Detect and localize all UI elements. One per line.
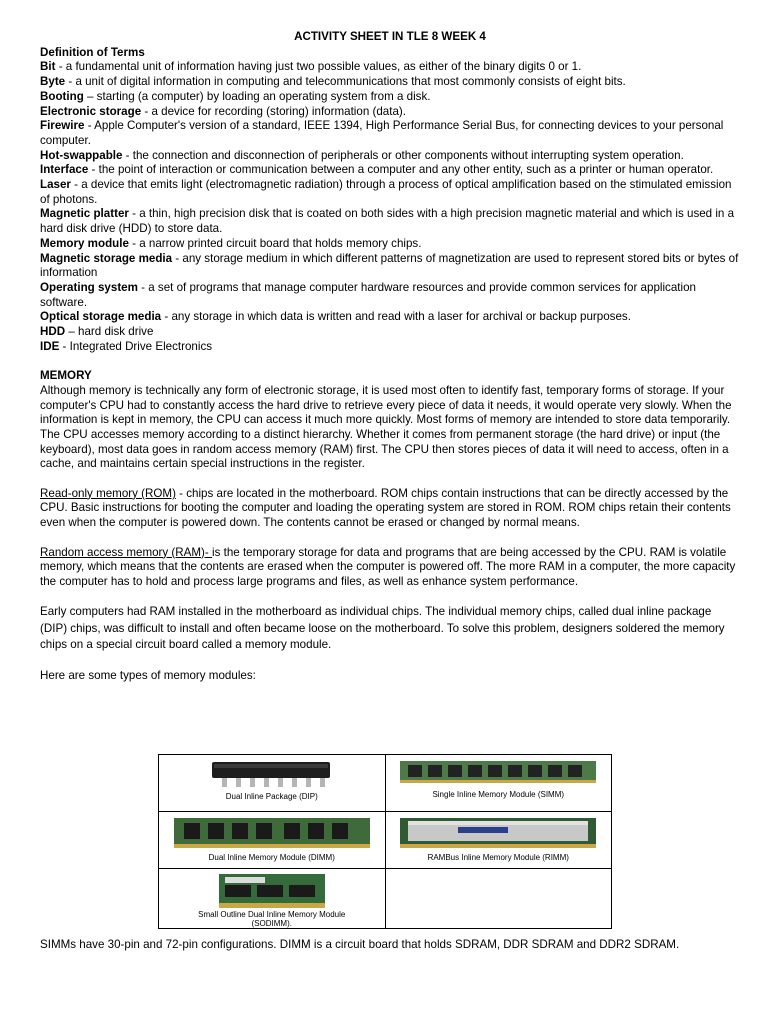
module-cell-dimm	[159, 812, 386, 869]
definition-text: - Apple Computer's version of a standard, IEEE 1394, High Performance Serial Bus, for connecting devices to your personal computer.	[40, 119, 724, 147]
definition-text: - the point of interaction or communication between a computer and any other entity, such as a printer or human operator.	[88, 163, 714, 177]
module-caption: Dual Inline Package (DIP)	[225, 792, 318, 801]
definition-item	[40, 310, 740, 325]
definition-text: - a device for recording (storing) information (data).	[141, 104, 407, 118]
definition-item	[40, 237, 740, 252]
page-title: ACTIVITY SHEET IN TLE 8 WEEK 4	[294, 30, 486, 43]
definition-item	[40, 105, 740, 120]
definition-item	[40, 178, 740, 207]
definition-term: Magnetic platter	[40, 207, 129, 221]
ram-text: is the temporary storage for data and programs that are being accessed by the CPU. RAM is volatile memory, which means that the contents are erased when the computer is powered off. The more RAM in a computer, the more capacity the computer has to hold and process large programs and files, as well as enhance system performance.	[40, 545, 736, 588]
dip-chip-image	[202, 758, 342, 790]
definition-text: – hard disk drive	[65, 325, 154, 339]
early-computers-paragraph: Early computers had RAM installed in the motherboard as individual chips. The individual memory chips, called dual inline package (DIP) chips, was difficult to install and often became loose on the motherboard. To solve this problem, designers soldered the memory chips on a special circuit board called a memory module.	[40, 605, 725, 652]
definition-item	[40, 149, 740, 164]
module-caption: RAMBus Inline Memory Module (RIMM)	[427, 853, 569, 862]
definition-term: Interface	[40, 163, 89, 177]
document-page	[40, 30, 740, 683]
definition-text: - any storage in which data is written and read with a laser for archival or backup purposes.	[161, 310, 631, 324]
definition-text: - a narrow printed circuit board that holds memory chips.	[128, 236, 422, 250]
module-types-intro: Here are some types of memory modules:	[40, 668, 256, 682]
rom-text: - chips are located in the motherboard. ROM chips contain instructions that can be directly accessed by the CPU. Basic instructions for booting the computer and loading the operating system are stored in ROM. ROM chips retain their contents even when the computer is powered down. The contents cannot be erased or changed by normal means.	[40, 486, 731, 530]
definition-item	[40, 163, 740, 178]
module-cell-dip	[159, 755, 386, 812]
definition-term: Bit	[40, 60, 56, 74]
ram-paragraph	[40, 546, 740, 590]
module-cell-sodimm	[159, 869, 386, 929]
definition-item	[40, 90, 740, 105]
definition-item	[40, 75, 740, 90]
definition-item	[40, 119, 740, 148]
definition-term: Operating system	[40, 280, 138, 294]
definition-text: - Integrated Drive Electronics	[59, 339, 213, 353]
definition-term: Magnetic storage media	[40, 251, 173, 265]
memory-paragraph: Although memory is technically any form of electronic storage, it is used most often to identify fast, temporary forms of storage. If your computer's CPU had to constantly access the hard drive to retrieve every piece of data it needs, it would operate very slowly. When the information is kept in memory, the CPU can access it much more quickly. Most forms of memory are intended to store data temporarily.	[40, 383, 732, 427]
definition-item	[40, 207, 740, 236]
module-cell-rimm	[385, 812, 612, 869]
definitions-list	[40, 60, 740, 354]
module-cell-empty	[385, 869, 612, 929]
ram-term: Random access memory (RAM)-	[40, 545, 213, 559]
module-caption: Dual Inline Memory Module (DIMM)	[208, 853, 335, 862]
definition-term: Byte	[40, 75, 66, 89]
definition-text: – starting (a computer) by loading an operating system from a disk.	[83, 89, 431, 103]
module-caption: Small Outline Dual Inline Memory Module (SODIMM).	[198, 910, 346, 928]
definition-term: HDD	[40, 325, 66, 339]
definition-term: Laser	[40, 178, 71, 192]
definition-item	[40, 281, 740, 310]
memory-hierarchy-paragraph: The CPU accesses memory according to a distinct hierarchy. Whether it comes from permanent storage (the hard drive) or input (the keyboard), most data goes in random access memory (RAM) first. The CPU then stores pieces of data it will need to access, often in a cache, and maintains certain special instructions in the register.	[40, 427, 729, 471]
definition-item	[40, 325, 740, 340]
footer-paragraph: SIMMs have 30-pin and 72-pin configurations. DIMM is a circuit board that holds SDRAM, DDR SDRAM and DDR2 SDRAM.	[40, 938, 680, 951]
module-caption: Single Inline Memory Module (SIMM)	[432, 790, 565, 799]
simm-module-image	[398, 758, 598, 788]
module-cell-simm	[385, 755, 612, 812]
definition-term: Optical storage media	[40, 310, 162, 324]
definition-text: - a fundamental unit of information having just two possible values, as either of the binary digits 0 or 1.	[55, 60, 582, 74]
rom-term: Read-only memory (ROM)	[40, 486, 176, 500]
rom-paragraph	[40, 487, 740, 531]
memory-heading: MEMORY	[40, 369, 92, 383]
definition-term: Firewire	[40, 119, 85, 133]
definition-text: - the connection and disconnection of peripherals or other components without interrupting system operation.	[122, 148, 684, 162]
definition-term: Booting	[40, 89, 84, 103]
definition-item	[40, 60, 740, 75]
dimm-module-image	[172, 815, 372, 851]
definition-item	[40, 252, 740, 281]
sodimm-module-image	[217, 872, 327, 910]
memory-modules-table	[158, 754, 612, 929]
definition-item	[40, 340, 740, 355]
definition-text: - a unit of digital information in computing and telecommunications that most commonly consists of eight bits.	[65, 75, 626, 89]
definition-text: - any storage medium in which different patterns of magnetization are used to represent stored bits or bytes of information	[40, 251, 739, 280]
definition-term: IDE	[40, 339, 60, 353]
definition-text: - a device that emits light (electromagnetic radiation) through a process of optical amplification based on the stimulated emission of photons.	[40, 178, 732, 206]
definition-text: - a thin, high precision disk that is coated on both sides with a high precision magnetic material and which is used in a hard disk drive (HDD) to store data.	[40, 207, 735, 236]
definition-term: Electronic storage	[40, 104, 142, 118]
rimm-module-image	[398, 815, 598, 851]
definition-text: - a set of programs that manage computer hardware resources and provide common services for application software.	[40, 280, 696, 309]
definition-term: Hot-swappable	[40, 148, 123, 162]
definition-term: Memory module	[40, 236, 129, 250]
definitions-heading: Definition of Terms	[40, 45, 145, 59]
